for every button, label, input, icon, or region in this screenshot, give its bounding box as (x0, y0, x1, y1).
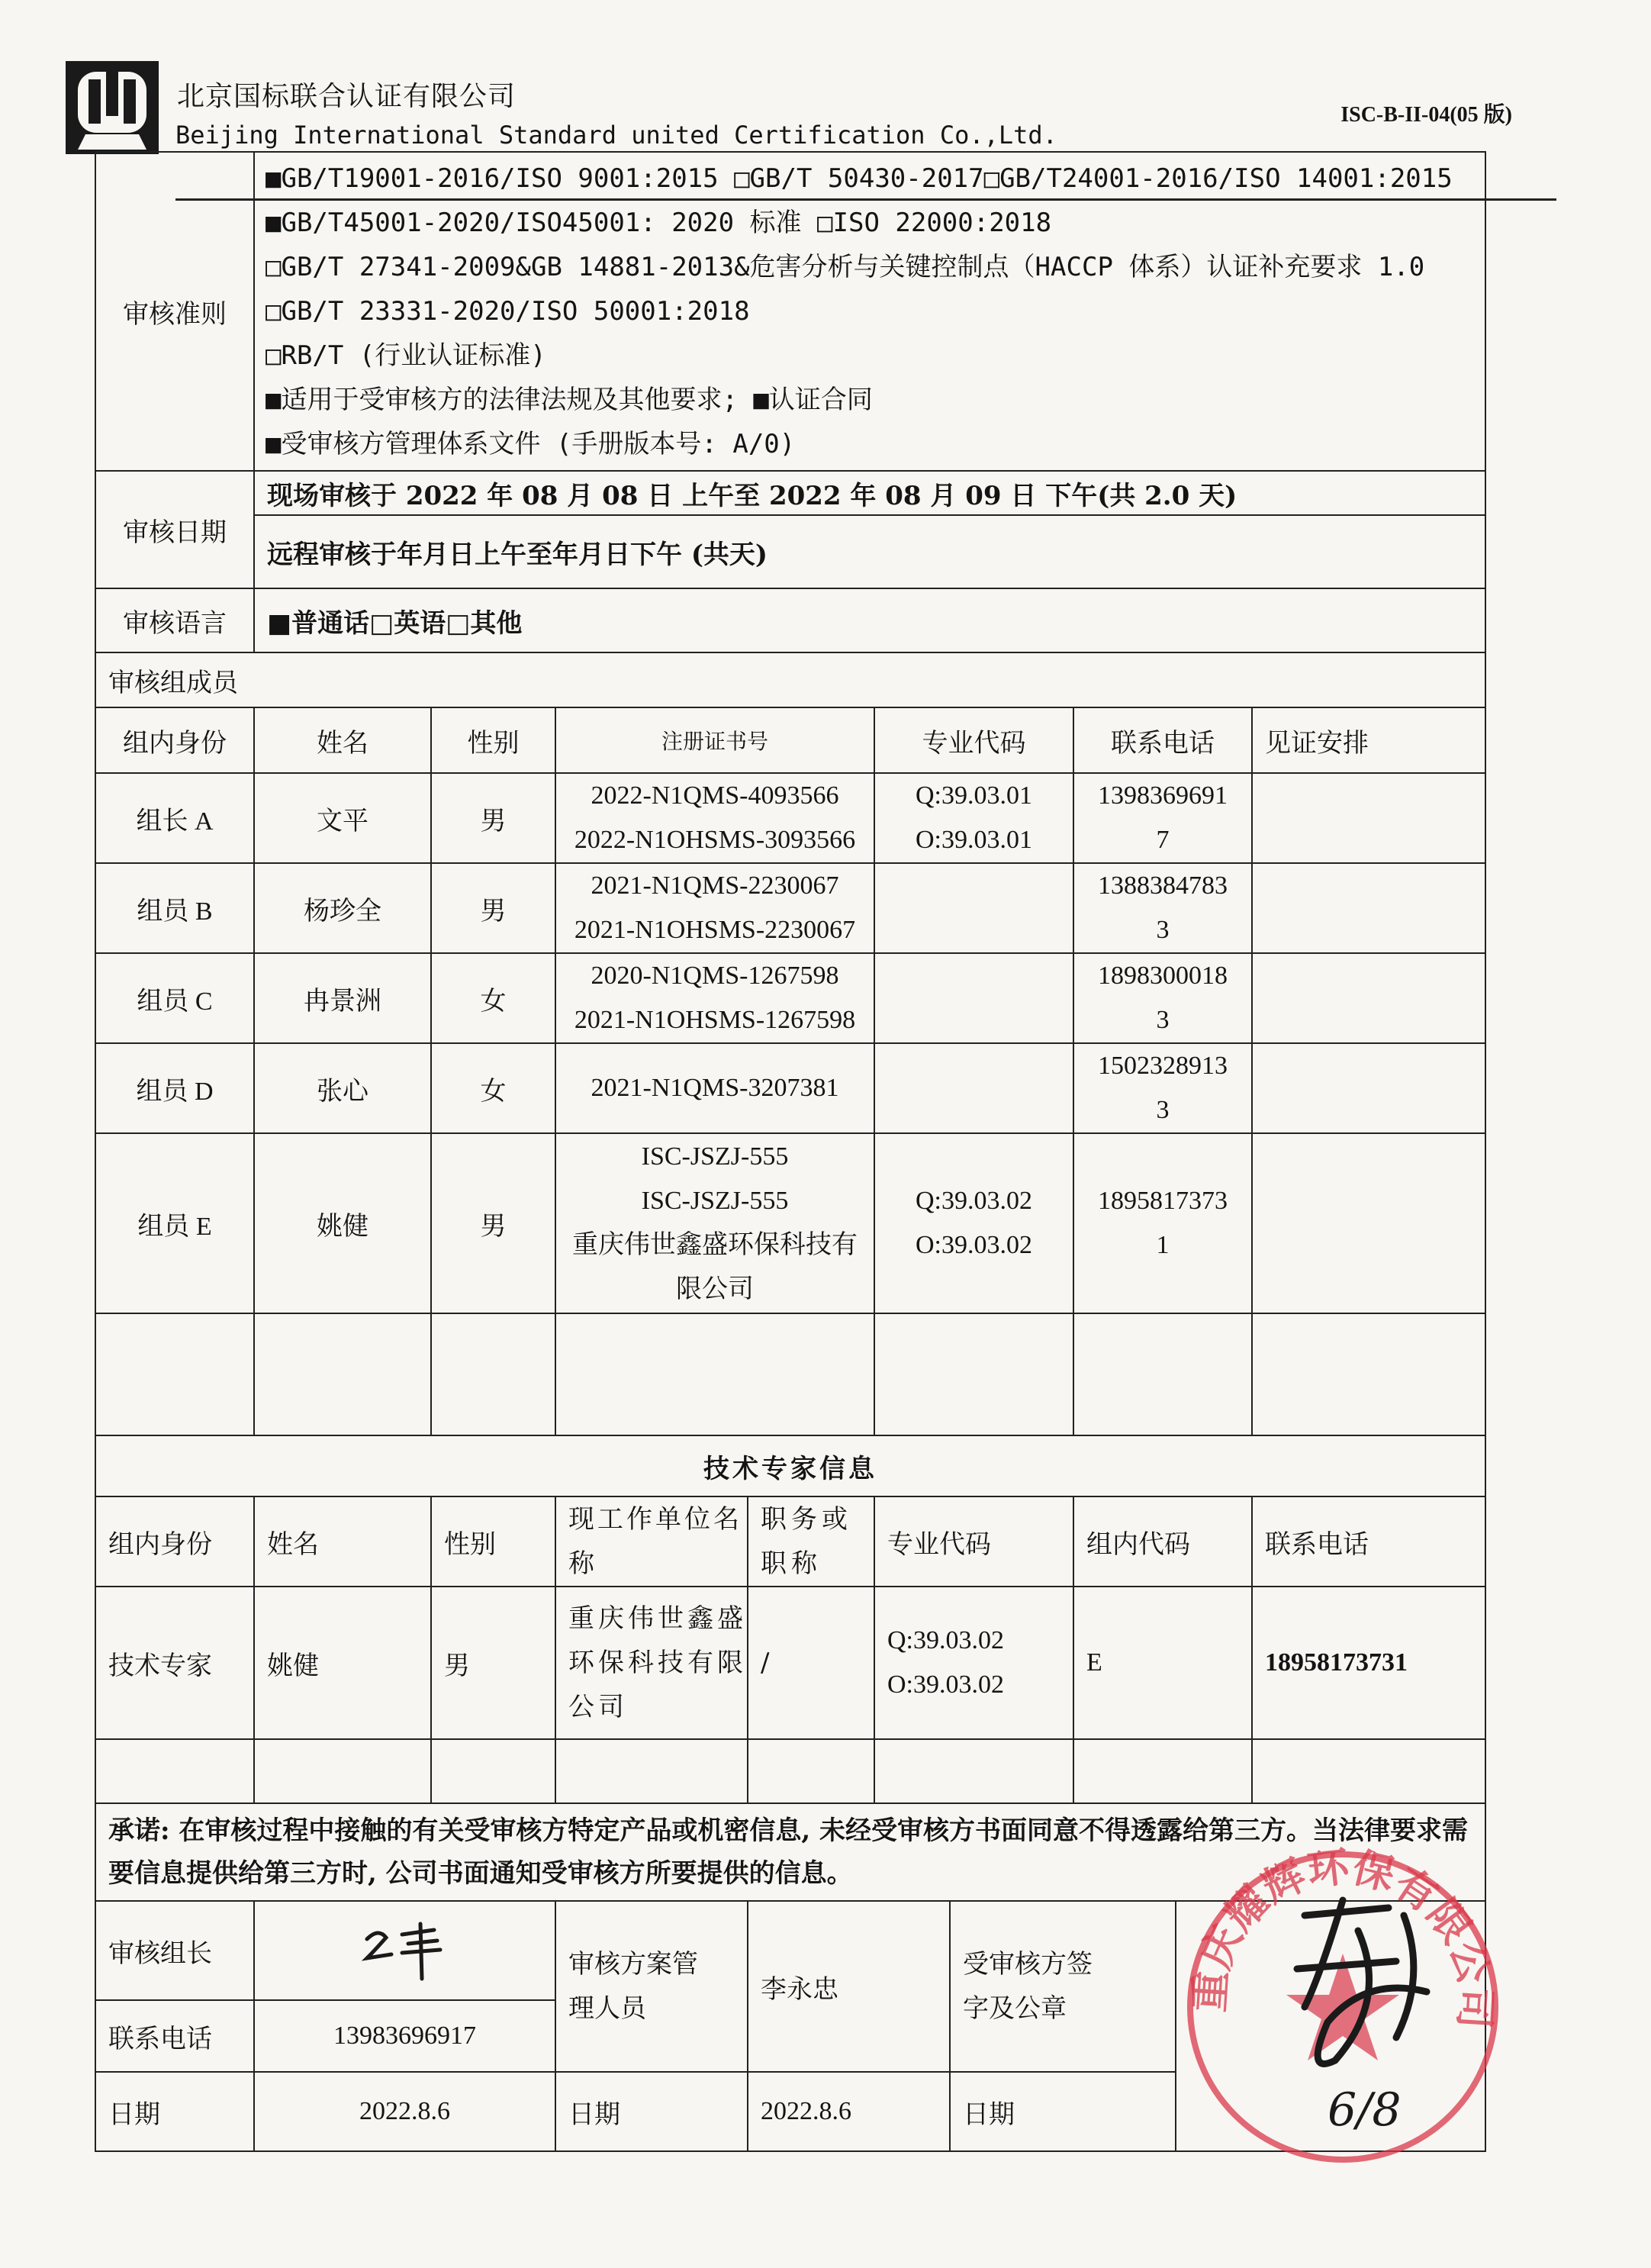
member-role: 组员 E (95, 1133, 254, 1313)
page-header (63, 53, 1512, 153)
cert-no: 重庆伟世鑫盛环保科技有 (572, 1231, 858, 1259)
criteria-line: □RB/T (行业认证标准) (266, 340, 546, 371)
leader-date-label: 日期 (95, 2072, 254, 2151)
expert-header-name: 姓名 (254, 1496, 431, 1587)
remote-audit-date: 远程审核于年月日上午至年月日下午 (共天) (254, 515, 1485, 588)
member-name: 冉景洲 (254, 953, 431, 1043)
team-header-name: 姓名 (254, 707, 431, 773)
criteria-line: ■受审核方管理体系文件 (手册版本号: A/0) (266, 429, 796, 459)
expert-header-team-code: 组内代码 (1073, 1496, 1252, 1587)
member-gender: 男 (431, 863, 555, 953)
member-role: 组长 A (95, 773, 254, 863)
onsite-audit-date: 现场审核于 2022 年 08 月 08 日 上午至 2022 年 08 月 09 日 下午(共 2.0 天) (254, 471, 1485, 515)
company-logo (63, 58, 162, 157)
expert-header-code: 专业代码 (874, 1496, 1073, 1587)
team-row-empty (95, 1313, 1485, 1435)
team-header-witness: 见证安排 (1252, 707, 1485, 773)
member-role: 组员 B (95, 863, 254, 953)
company-name-en: Beijing International Standard united Certification Co.,Ltd. (175, 121, 1057, 150)
leader-phone-label: 联系电话 (95, 2000, 254, 2072)
member-certs (555, 863, 874, 953)
spec-code: Q:39.03.02 (887, 1626, 1004, 1654)
commitment-text: 承诺: 在审核过程中接触的有关受审核方特定产品或机密信息, 未经受审核方书面同意不得透露给第三方。当法律要求需要信息提供给第三方时, 公司书面通知受审核方所要提供的信息。 (95, 1803, 1485, 1901)
team-label: 审核组成员 (95, 652, 1485, 707)
expert-gender: 男 (431, 1587, 555, 1739)
team-header-row (95, 707, 1485, 773)
team-row (95, 1043, 1485, 1133)
member-role: 组员 C (95, 953, 254, 1043)
member-witness (1252, 773, 1485, 863)
member-certs (555, 953, 874, 1043)
leader-label: 审核组长 (95, 1901, 254, 2000)
member-role: 组员 D (95, 1043, 254, 1133)
member-codes (874, 1043, 1073, 1133)
cert-no: 2021-N1QMS-2230067 (591, 871, 839, 900)
cert-no: 2021-N1OHSMS-2230067 (574, 916, 856, 944)
leader-phone: 13983696917 (254, 2000, 555, 2072)
spec-code: Q:39.03.02 (916, 1187, 1032, 1215)
manager-label: 审核方案管理人员 (555, 1901, 748, 2072)
phone-part: 3 (1156, 916, 1170, 944)
phone-part: 1398369691 (1098, 781, 1228, 810)
cert-no: ISC-JSZJ-555 (641, 1187, 789, 1215)
member-phone (1073, 1043, 1252, 1133)
manager-name: 李永忠 (748, 1901, 950, 2072)
phone-part: 1895817373 (1098, 1187, 1228, 1215)
criteria-label: 审核准则 (95, 152, 254, 471)
member-phone (1073, 863, 1252, 953)
expert-employer: 重庆伟世鑫盛环保科技有限公司 (555, 1587, 748, 1739)
member-codes (874, 773, 1073, 863)
manager-date: 2022.8.6 (748, 2072, 950, 2151)
expert-header-employer: 现工作单位名称 (555, 1496, 748, 1587)
team-header-phone: 联系电话 (1073, 707, 1252, 773)
cert-no: 2020-N1QMS-1267598 (591, 962, 839, 990)
leader-signature-scribble (352, 1916, 459, 1985)
phone-part: 3 (1156, 1006, 1170, 1034)
member-gender: 女 (431, 1043, 555, 1133)
expert-row (95, 1587, 1485, 1739)
member-witness (1252, 953, 1485, 1043)
phone-part: 1 (1156, 1231, 1170, 1259)
spec-code: O:39.03.02 (887, 1670, 1004, 1699)
member-phone (1073, 773, 1252, 863)
member-name: 文平 (254, 773, 431, 863)
language-label: 审核语言 (95, 588, 254, 652)
member-codes (874, 863, 1073, 953)
expert-team-code: E (1073, 1587, 1252, 1739)
spec-code: O:39.03.01 (916, 826, 1032, 854)
auditee-date-label: 日期 (950, 2072, 1176, 2151)
member-certs (555, 773, 874, 863)
expert-role: 技术专家 (95, 1587, 254, 1739)
member-witness (1252, 863, 1485, 953)
member-phone (1073, 1133, 1252, 1313)
member-phone (1073, 953, 1252, 1043)
cert-no: ISC-JSZJ-555 (641, 1142, 789, 1171)
phone-part: 1502328913 (1098, 1052, 1228, 1080)
criteria-line: □GB/T 27341-2009&GB 14881-2013&危害分析与关键控制点（HACCP 体系）认证补充要求 1.0 (266, 252, 1425, 282)
language-value: ■普通话□英语□其他 (254, 588, 1485, 652)
experts-header-row (95, 1496, 1485, 1587)
audit-date-label: 审核日期 (95, 471, 254, 588)
phone-part: 1388384783 (1098, 871, 1228, 900)
expert-header-gender: 性别 (431, 1496, 555, 1587)
member-certs (555, 1043, 874, 1133)
criteria-line: □GB/T 23331-2020/ISO 50001:2018 (266, 296, 750, 327)
auditee-label: 受审核方签字及公章 (950, 1901, 1176, 2072)
criteria-line: ■GB/T19001-2016/ISO 9001:2015 □GB/T 50430-2017□GB/T24001-2016/ISO 14001:2015 (266, 163, 1453, 194)
member-codes (874, 1133, 1073, 1313)
phone-part: 1898300018 (1098, 962, 1228, 990)
cert-no: 2022-N1OHSMS-3093566 (574, 826, 856, 854)
member-codes (874, 953, 1073, 1043)
expert-phone: 18958173731 (1252, 1587, 1485, 1739)
member-gender: 男 (431, 1133, 555, 1313)
cert-no: 2021-N1QMS-3207381 (591, 1074, 839, 1102)
manager-date-label: 日期 (555, 2072, 748, 2151)
criteria-line: ■GB/T45001-2020/ISO45001: 2020 标准 □ISO 22000:2018 (266, 208, 1052, 238)
leader-signature (254, 1901, 555, 2000)
spec-code: Q:39.03.01 (916, 781, 1032, 810)
form-code: ISC-B-II-04(05 版) (1340, 103, 1512, 127)
team-header-gender: 性别 (431, 707, 555, 773)
cert-no: 2022-N1QMS-4093566 (591, 781, 839, 810)
criteria-list (254, 152, 1485, 471)
team-row (95, 1133, 1485, 1313)
member-witness (1252, 1133, 1485, 1313)
member-name: 张心 (254, 1043, 431, 1133)
member-gender: 男 (431, 773, 555, 863)
expert-codes (874, 1587, 1073, 1739)
expert-header-phone: 联系电话 (1252, 1496, 1485, 1587)
company-name-cn: 北京国标联合认证有限公司 (177, 81, 517, 112)
phone-part: 7 (1156, 826, 1170, 854)
team-header-code: 专业代码 (874, 707, 1073, 773)
stamp-text: 重庆耀辉环保有限公司 (1184, 1841, 1501, 2031)
leader-date: 2022.8.6 (254, 2072, 555, 2151)
team-header-role: 组内身份 (95, 707, 254, 773)
member-witness (1252, 1043, 1485, 1133)
team-row (95, 953, 1485, 1043)
cert-no: 2021-N1OHSMS-1267598 (574, 1006, 856, 1034)
team-row (95, 863, 1485, 953)
spec-code: O:39.03.02 (916, 1231, 1032, 1259)
experts-title: 技术专家信息 (95, 1435, 1485, 1496)
cert-no: 限公司 (676, 1275, 754, 1303)
team-header-cert: 注册证书号 (555, 707, 874, 773)
member-certs (555, 1133, 874, 1313)
member-gender: 女 (431, 953, 555, 1043)
expert-title: / (748, 1587, 874, 1739)
auditee-date-handwritten: 6/8 (1328, 2083, 1402, 2137)
criteria-line: ■适用于受审核方的法律法规及其他要求; ■认证合同 (266, 385, 873, 415)
expert-header-title: 职务或职称 (748, 1496, 874, 1587)
phone-part: 3 (1156, 1096, 1170, 1124)
expert-header-role: 组内身份 (95, 1496, 254, 1587)
member-name: 姚健 (254, 1133, 431, 1313)
expert-row-empty (95, 1739, 1485, 1803)
team-row (95, 773, 1485, 863)
expert-name: 姚健 (254, 1587, 431, 1739)
member-name: 杨珍全 (254, 863, 431, 953)
